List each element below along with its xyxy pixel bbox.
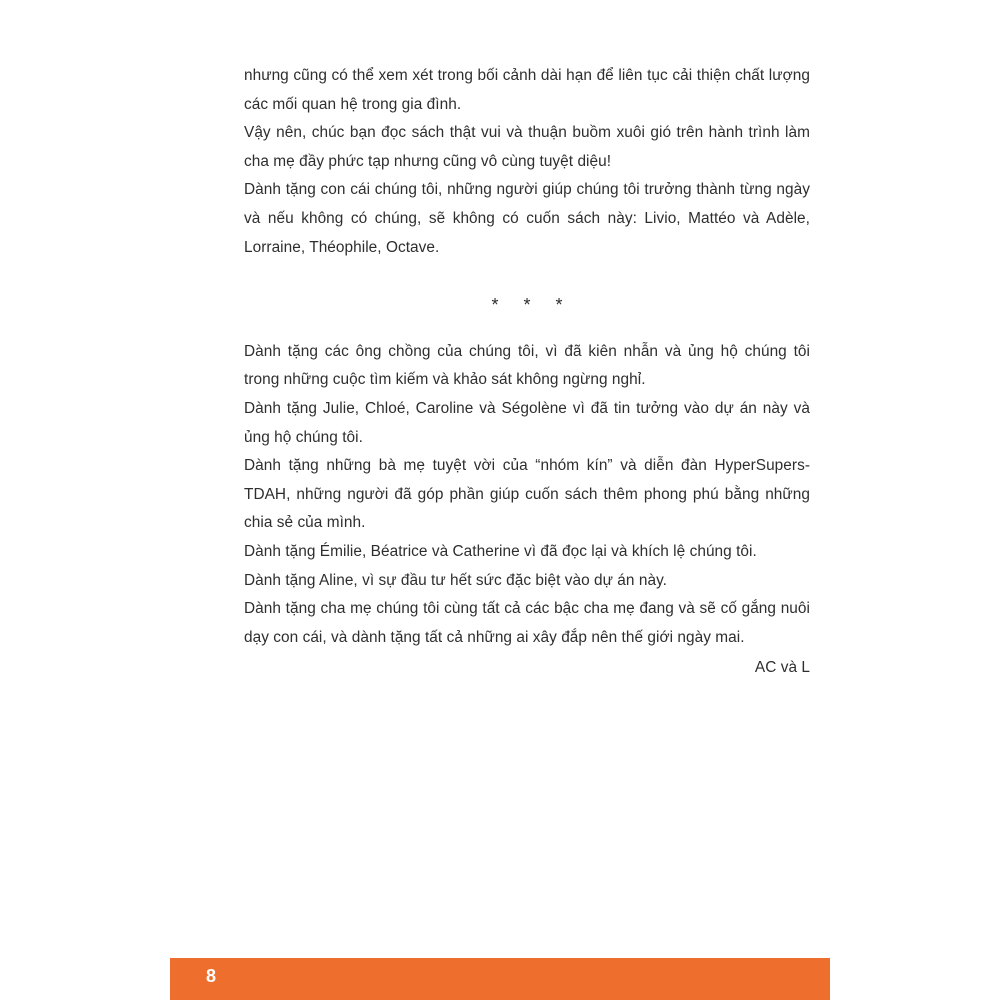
paragraph-dedication-friends: Dành tặng Julie, Chloé, Caroline và Ségolène vì đã tin tưởng vào dự án này và ủng hộ chúng tôi.: [244, 399, 810, 446]
page-number: 8: [206, 966, 217, 986]
paragraph-dedication-readers: Dành tặng Émilie, Béatrice và Catherine vì đã đọc lại và khích lệ chúng tôi.: [244, 542, 757, 560]
paragraph-dedication-husbands: Dành tặng các ông chồng của chúng tôi, vì đã kiên nhẫn và ủng hộ chúng tôi trong những cuộc tìm kiếm và khảo sát không ngừng nghỉ.: [244, 342, 810, 389]
page-footer-bar: [170, 958, 830, 1000]
paragraph-intro-continuation: nhưng cũng có thể xem xét trong bối cảnh dài hạn để liên tục cải thiện chất lượng các mối quan hệ trong gia đình.: [244, 67, 810, 113]
paragraph-dedication-aline: Dành tặng Aline, vì sự đầu tư hết sức đặc biệt vào dự án này.: [244, 571, 667, 589]
paragraph-wishes: Vậy nên, chúc bạn đọc sách thật vui và thuận buồm xuôi gió trên hành trình làm cha mẹ đầy phức tạp nhưng cũng vô cùng tuyệt diệu!: [244, 124, 810, 170]
paragraph-dedication-mothers: Dành tặng những bà mẹ tuyệt vời của “nhóm kín” và diễn đàn HyperSupers-TDAH, những người đã góp phần giúp cuốn sách thêm phong phú bằng những chia sẻ của mình.: [244, 457, 810, 532]
section-separator: * * *: [491, 295, 573, 316]
page-body: [244, 62, 810, 683]
author-signature: AC và L: [754, 659, 810, 677]
paragraph-dedication-parents: Dành tặng cha mẹ chúng tôi cùng tất cả các bậc cha mẹ đang và sẽ cố gắng nuôi dạy con cái, và dành tặng tất cả những ai xây đắp nên thế giới ngày mai.: [244, 600, 810, 646]
paragraph-dedication-children: Dành tặng con cái chúng tôi, những người giúp chúng tôi trưởng thành từng ngày và nếu không có chúng, sẽ không có cuốn sách này: Livio, Mattéo và Adèle, Lorraine, Théophile, Octave.: [244, 181, 810, 256]
